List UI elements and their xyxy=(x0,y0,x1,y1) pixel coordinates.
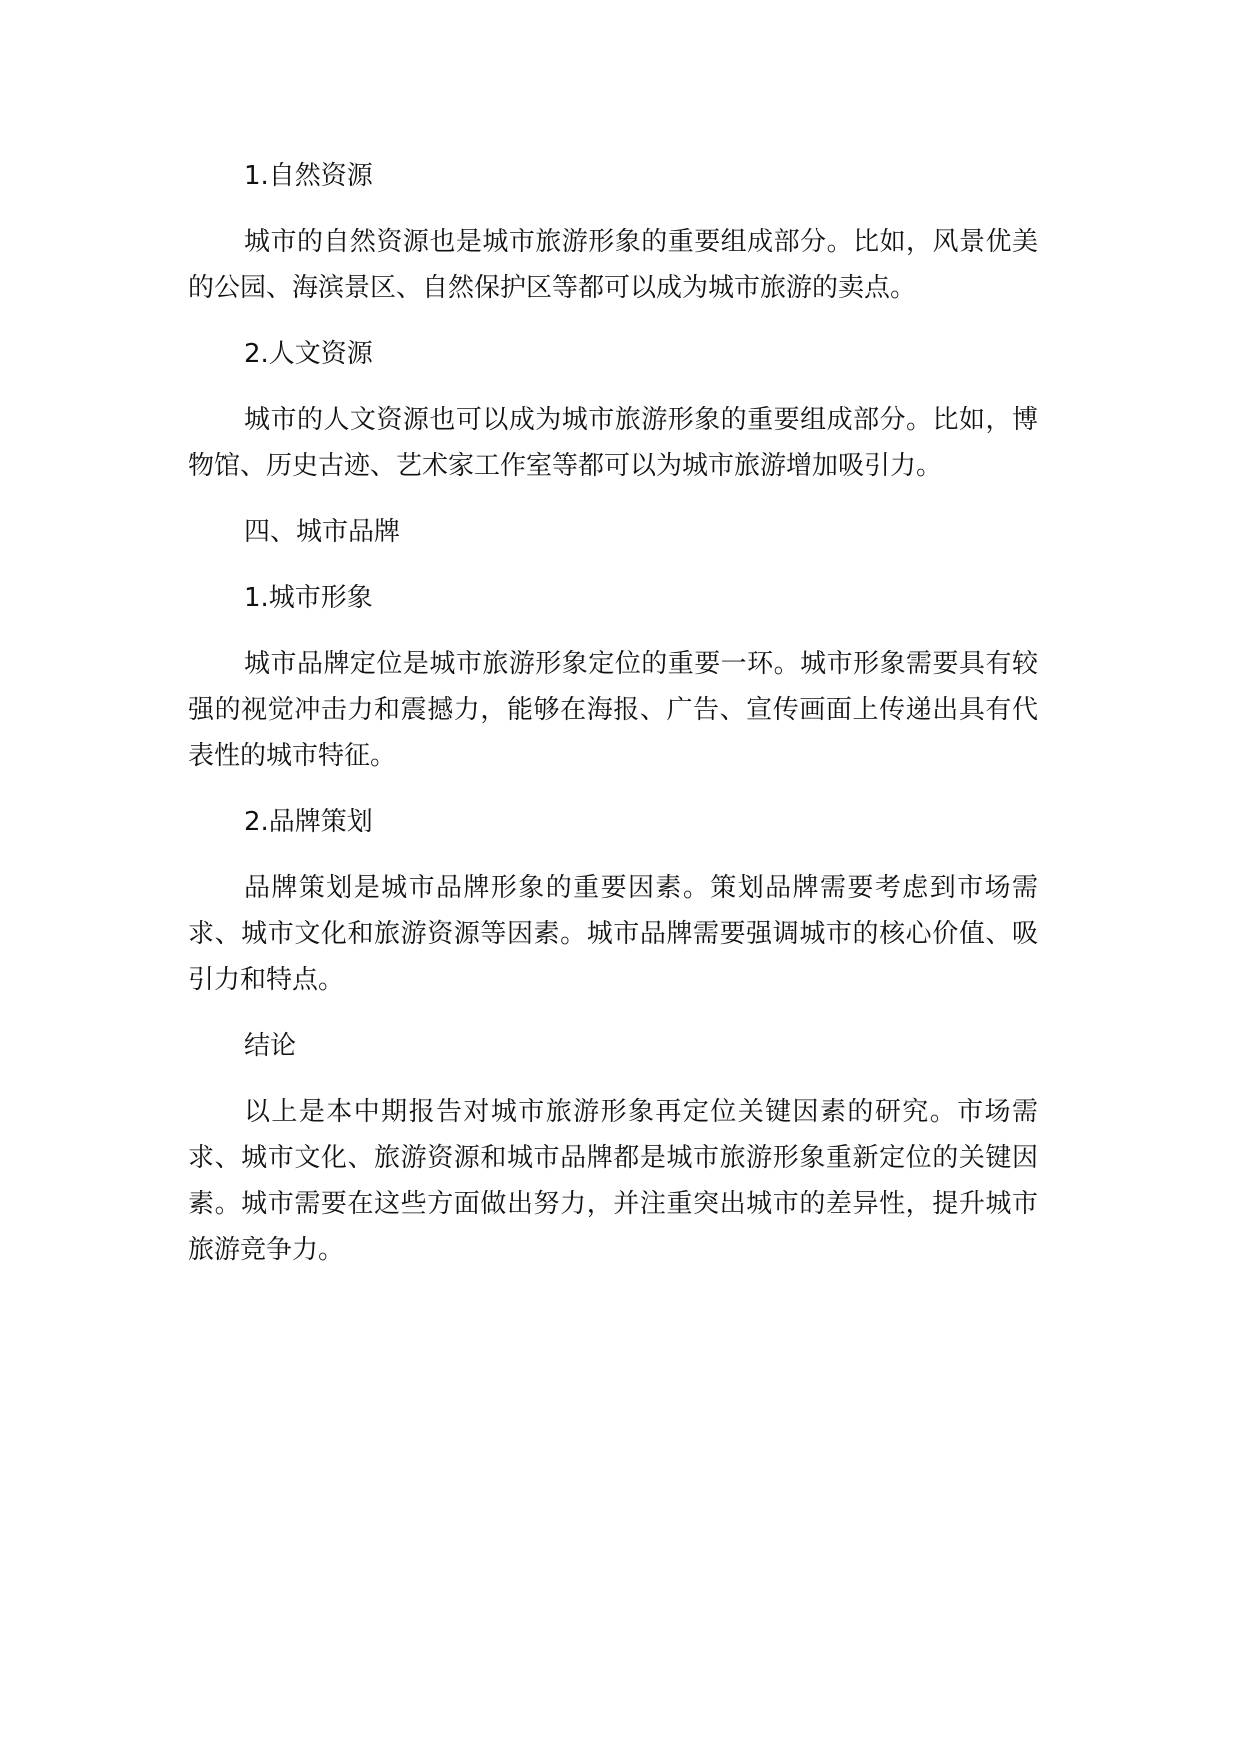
subheading-cultural-resources: 2.人文资源 xyxy=(244,339,373,369)
subheading-natural-resources: 1.自然资源 xyxy=(244,161,373,191)
subheading-city-image: 1.城市形象 xyxy=(244,583,373,613)
paragraph-city-image: 城市品牌定位是城市旅游形象定位的重要一环。城市形象需要具有较强的视觉冲击力和震撼力，能够在海报、广告、宣传画面上传递出具有代表性的城市特征。 xyxy=(188,649,1038,771)
document-body xyxy=(188,153,1038,1293)
subheading-brand-planning: 2.品牌策划 xyxy=(244,807,373,837)
heading-conclusion: 结论 xyxy=(244,1031,297,1061)
paragraph-brand-planning: 品牌策划是城市品牌形象的重要因素。策划品牌需要考虑到市场需求、城市文化和旅游资源等因素。城市品牌需要强调城市的核心价值、吸引力和特点。 xyxy=(188,873,1038,995)
paragraph-conclusion: 以上是本中期报告对城市旅游形象再定位关键因素的研究。市场需求、城市文化、旅游资源和城市品牌都是城市旅游形象重新定位的关键因素。城市需要在这些方面做出努力，并注重突出城市的差异性，提升城市旅游竞争力。 xyxy=(188,1097,1038,1265)
paragraph-cultural-resources: 城市的人文资源也可以成为城市旅游形象的重要组成部分。比如，博物馆、历史古迹、艺术家工作室等都可以为城市旅游增加吸引力。 xyxy=(188,405,1038,481)
paragraph-natural-resources: 城市的自然资源也是城市旅游形象的重要组成部分。比如，风景优美的公园、海滨景区、自然保护区等都可以成为城市旅游的卖点。 xyxy=(188,227,1038,303)
section-heading-city-brand: 四、城市品牌 xyxy=(244,517,401,547)
